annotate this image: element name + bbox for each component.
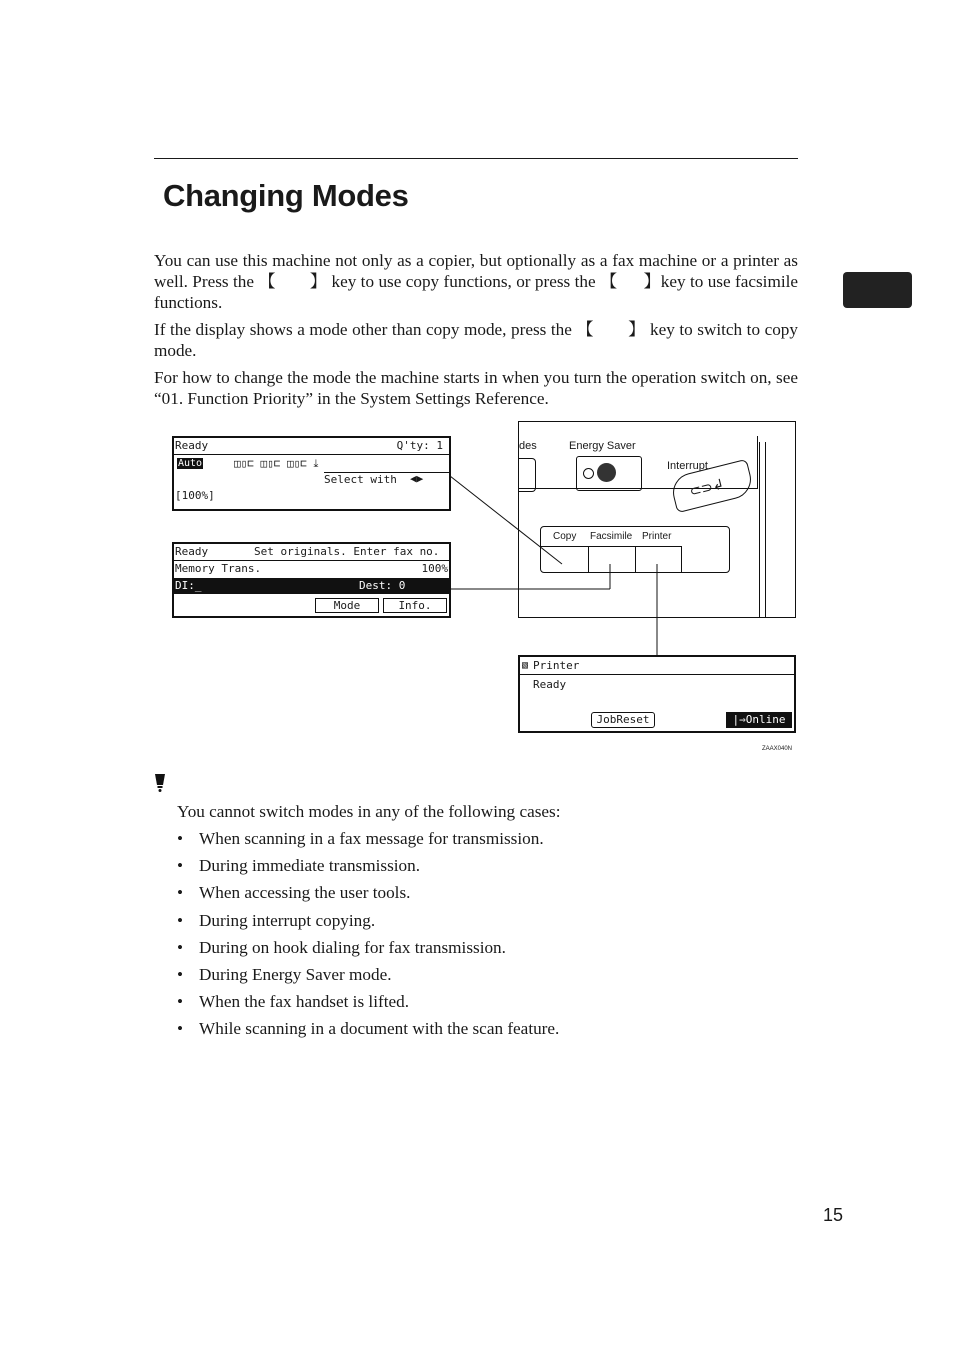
- intro-text-c: key to use facsimile functions.: [154, 272, 799, 312]
- online-label: Online: [745, 713, 786, 726]
- copy-key-bracket-close: 】: [309, 272, 328, 291]
- copy-ratio: [100%]: [175, 489, 215, 502]
- copy-lcd: [172, 436, 451, 511]
- copy-key-label: Copy: [553, 531, 577, 542]
- printer-lcd: [518, 655, 796, 733]
- copy-key-bracket-open: 【: [258, 272, 276, 291]
- list-item: • When accessing the user tools.: [177, 883, 411, 903]
- list-item: • During on hook dialing for fax transmission.: [177, 937, 506, 957]
- control-panel: [518, 421, 796, 618]
- fax-memory-trans: Memory Trans.: [175, 562, 262, 575]
- fax-prompt: Set originals. Enter fax no.: [254, 545, 440, 558]
- list-item: • While scanning in a document with the scan feature.: [177, 1019, 560, 1039]
- printer-title: Printer: [533, 659, 580, 672]
- fax-info-button[interactable]: Info.: [383, 598, 447, 613]
- list-item: • During Energy Saver mode.: [177, 964, 392, 984]
- copy-key2-bracket-close: 】: [627, 320, 646, 339]
- list-item: • During immediate transmission.: [177, 856, 421, 876]
- copy-qty: Q'ty: 1: [396, 439, 443, 452]
- fax-lcd: [172, 542, 451, 618]
- list-item: • When scanning in a fax message for transmission.: [177, 829, 544, 848]
- priority-paragraph: For how to change the mode the machine starts in when you turn the operation switch on, see “01. Function Priority” in the System Settings Reference.: [154, 368, 798, 408]
- printer-status: Ready: [533, 678, 567, 691]
- chapter-tab-marker: [843, 272, 912, 308]
- mode-text-a: If the display shows a mode other than copy mode, press the: [154, 320, 572, 339]
- fax-mode-button[interactable]: Mode: [315, 598, 379, 613]
- interrupt-label: Interrupt: [667, 460, 708, 472]
- facsimile-key-label: Facsimile: [590, 531, 633, 542]
- copy-select-label: Select with: [324, 473, 397, 486]
- online-arrow-icon: |⇒: [732, 713, 746, 726]
- list-item: • When the fax handset is lifted.: [177, 992, 410, 1012]
- list-item: • During interrupt copying.: [177, 910, 376, 930]
- fax-dest: Dest: 0: [359, 579, 406, 592]
- mode-text-b: key to switch to copy mode.: [154, 320, 798, 360]
- header-rule: [154, 158, 798, 159]
- important-note-icon: [152, 773, 168, 795]
- fax-status: Ready: [175, 545, 209, 558]
- page-number: 15: [823, 1205, 844, 1225]
- fax-percent: 100%: [421, 562, 448, 575]
- energy-saver-key[interactable]: [576, 456, 642, 491]
- fax-di: DI:_: [175, 579, 202, 592]
- printer-key-label: Printer: [642, 531, 672, 542]
- copy-auto-mode: Auto: [178, 458, 203, 469]
- figure-code: ZAAX040N: [762, 746, 793, 752]
- intro-paragraph: [154, 250, 798, 313]
- facsimile-key[interactable]: [588, 546, 636, 572]
- restriction-list: [177, 828, 559, 1046]
- fax-key-bracket-close: 】: [643, 272, 661, 291]
- intro-text-b: key to use copy functions, or press the: [331, 272, 596, 291]
- jobreset-button[interactable]: JobReset: [591, 712, 655, 728]
- mode-keys-box: [540, 526, 730, 573]
- online-button[interactable]: [726, 712, 792, 728]
- energy-saver-icon: [597, 463, 616, 482]
- arrow-left-right-icon: ◀▶: [410, 472, 424, 485]
- fax-key-bracket-open: 【: [600, 272, 618, 291]
- copy-key[interactable]: [541, 546, 589, 572]
- copy-status: Ready: [175, 439, 209, 452]
- printer-icon: ▧: [522, 660, 529, 671]
- mode-keys-figure: [170, 418, 800, 758]
- copy-key2-bracket-open: 【: [576, 320, 594, 339]
- mode-paragraph: [154, 319, 798, 361]
- note-intro: You cannot switch modes in any of the following cases:: [177, 802, 561, 821]
- paper-tray-icons: ◫▯⊏ ◫▯⊏ ◫▯⊏ ⤓: [234, 457, 319, 470]
- energy-saver-lamp: [583, 468, 594, 479]
- modes-partial-label: des: [519, 440, 537, 452]
- intro-text-a: You can use this machine not only as a copier, but optionally as a fax machine or a printer as well. Press the: [154, 251, 798, 291]
- energy-saver-label: Energy Saver: [569, 440, 636, 452]
- page-title: Changing Modes: [163, 178, 409, 213]
- printer-key[interactable]: [635, 546, 682, 572]
- interrupt-icon: ⊂⊃↲: [687, 475, 726, 500]
